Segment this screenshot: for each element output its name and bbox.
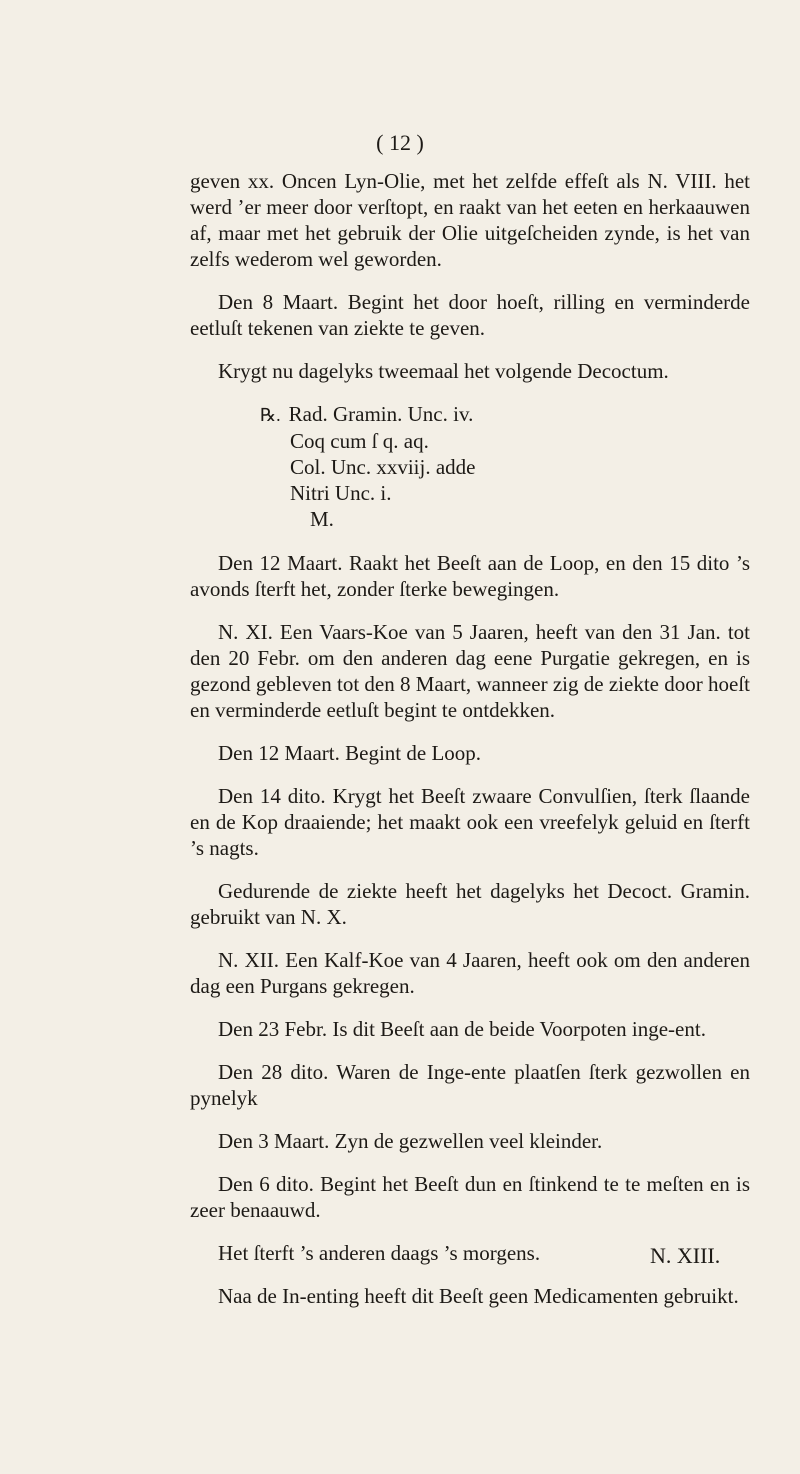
paragraph: Naa de In-enting heeft dit Beeſt geen Medicamenten gebruikt. <box>218 1284 739 1308</box>
recipe-symbol: ℞. <box>260 405 281 425</box>
paragraph: N. XII. Een Kalf-Koe van 4 Jaaren, heeft ook om den anderen dag een Purgans gekregen. <box>190 948 750 998</box>
recipe-line: Col. Unc. xxviij. adde <box>290 455 476 479</box>
paragraph: Het ſterft ’s anderen daags ’s morgens. <box>218 1241 541 1265</box>
paragraph: N. XI. Een Vaars-Koe van 5 Jaaren, heeft van den 31 Jan. tot den 20 Febr. om den anderen dag eene Purgatie gekregen, en is gezond gebleven tot den 8 Maart, wanneer zig de ziekte door hoeſt en verminderde eetluſt begint te ontdekken. <box>190 620 750 722</box>
paragraph: Den 28 dito. Waren de Inge-ente plaatſen ſterk gezwollen en pynelyk <box>190 1060 750 1110</box>
paragraph: geven xx. Oncen Lyn-Olie, met het zelfde effeſt als N. VIII. het werd ’er meer door verſtopt, en raakt van het eeten en herkaauwen af, maar met het gebruik der Olie uitgeſcheiden zynde, is het van zelfs wederom wel geworden. <box>190 169 750 271</box>
body-text <box>190 168 750 1326</box>
paragraph: Den 3 Maart. Zyn de gezwellen veel kleinder. <box>218 1129 603 1153</box>
paragraph: Gedurende de ziekte heeft het dagelyks het Decoct. Gramin. gebruikt van N. X. <box>190 879 750 929</box>
paragraph: Den 6 dito. Begint het Beeſt dun en ſtinkend te te meſten en is zeer benaauwd. <box>190 1172 750 1222</box>
recipe-line: Coq cum ſ q. aq. <box>290 429 429 453</box>
recipe-block <box>190 401 750 532</box>
paragraph: Krygt nu dagelyks tweemaal het volgende Decoctum. <box>218 359 669 383</box>
recipe-line <box>260 401 750 428</box>
paragraph: Den 12 Maart. Raakt het Beeſt aan de Loop, en den 15 dito ’s avonds ſterft het, zonder ſterke bewegingen. <box>190 551 750 601</box>
recipe-line: Nitri Unc. i. <box>290 481 392 505</box>
recipe-line-text: Rad. Gramin. Unc. iv. <box>288 402 474 426</box>
page-number: ( 12 ) <box>376 130 424 155</box>
paragraph: Den 8 Maart. Begint het door hoeſt, rilling en verminderde eetluſt tekenen van ziekte te geven. <box>190 290 750 340</box>
paragraph: Den 12 Maart. Begint de Loop. <box>218 741 482 765</box>
paragraph: Den 14 dito. Krygt het Beeſt zwaare Convulſien, ſterk ſlaande en de Kop draaiende; het maakt ook een vreefelyk geluid en ſterft ’s nagts. <box>190 784 750 860</box>
recipe-line: M. <box>310 507 334 531</box>
catchword: N. XIII. <box>650 1243 721 1268</box>
paragraph: Den 23 Febr. Is dit Beeſt aan de beide Voorpoten inge-ent. <box>218 1017 706 1041</box>
